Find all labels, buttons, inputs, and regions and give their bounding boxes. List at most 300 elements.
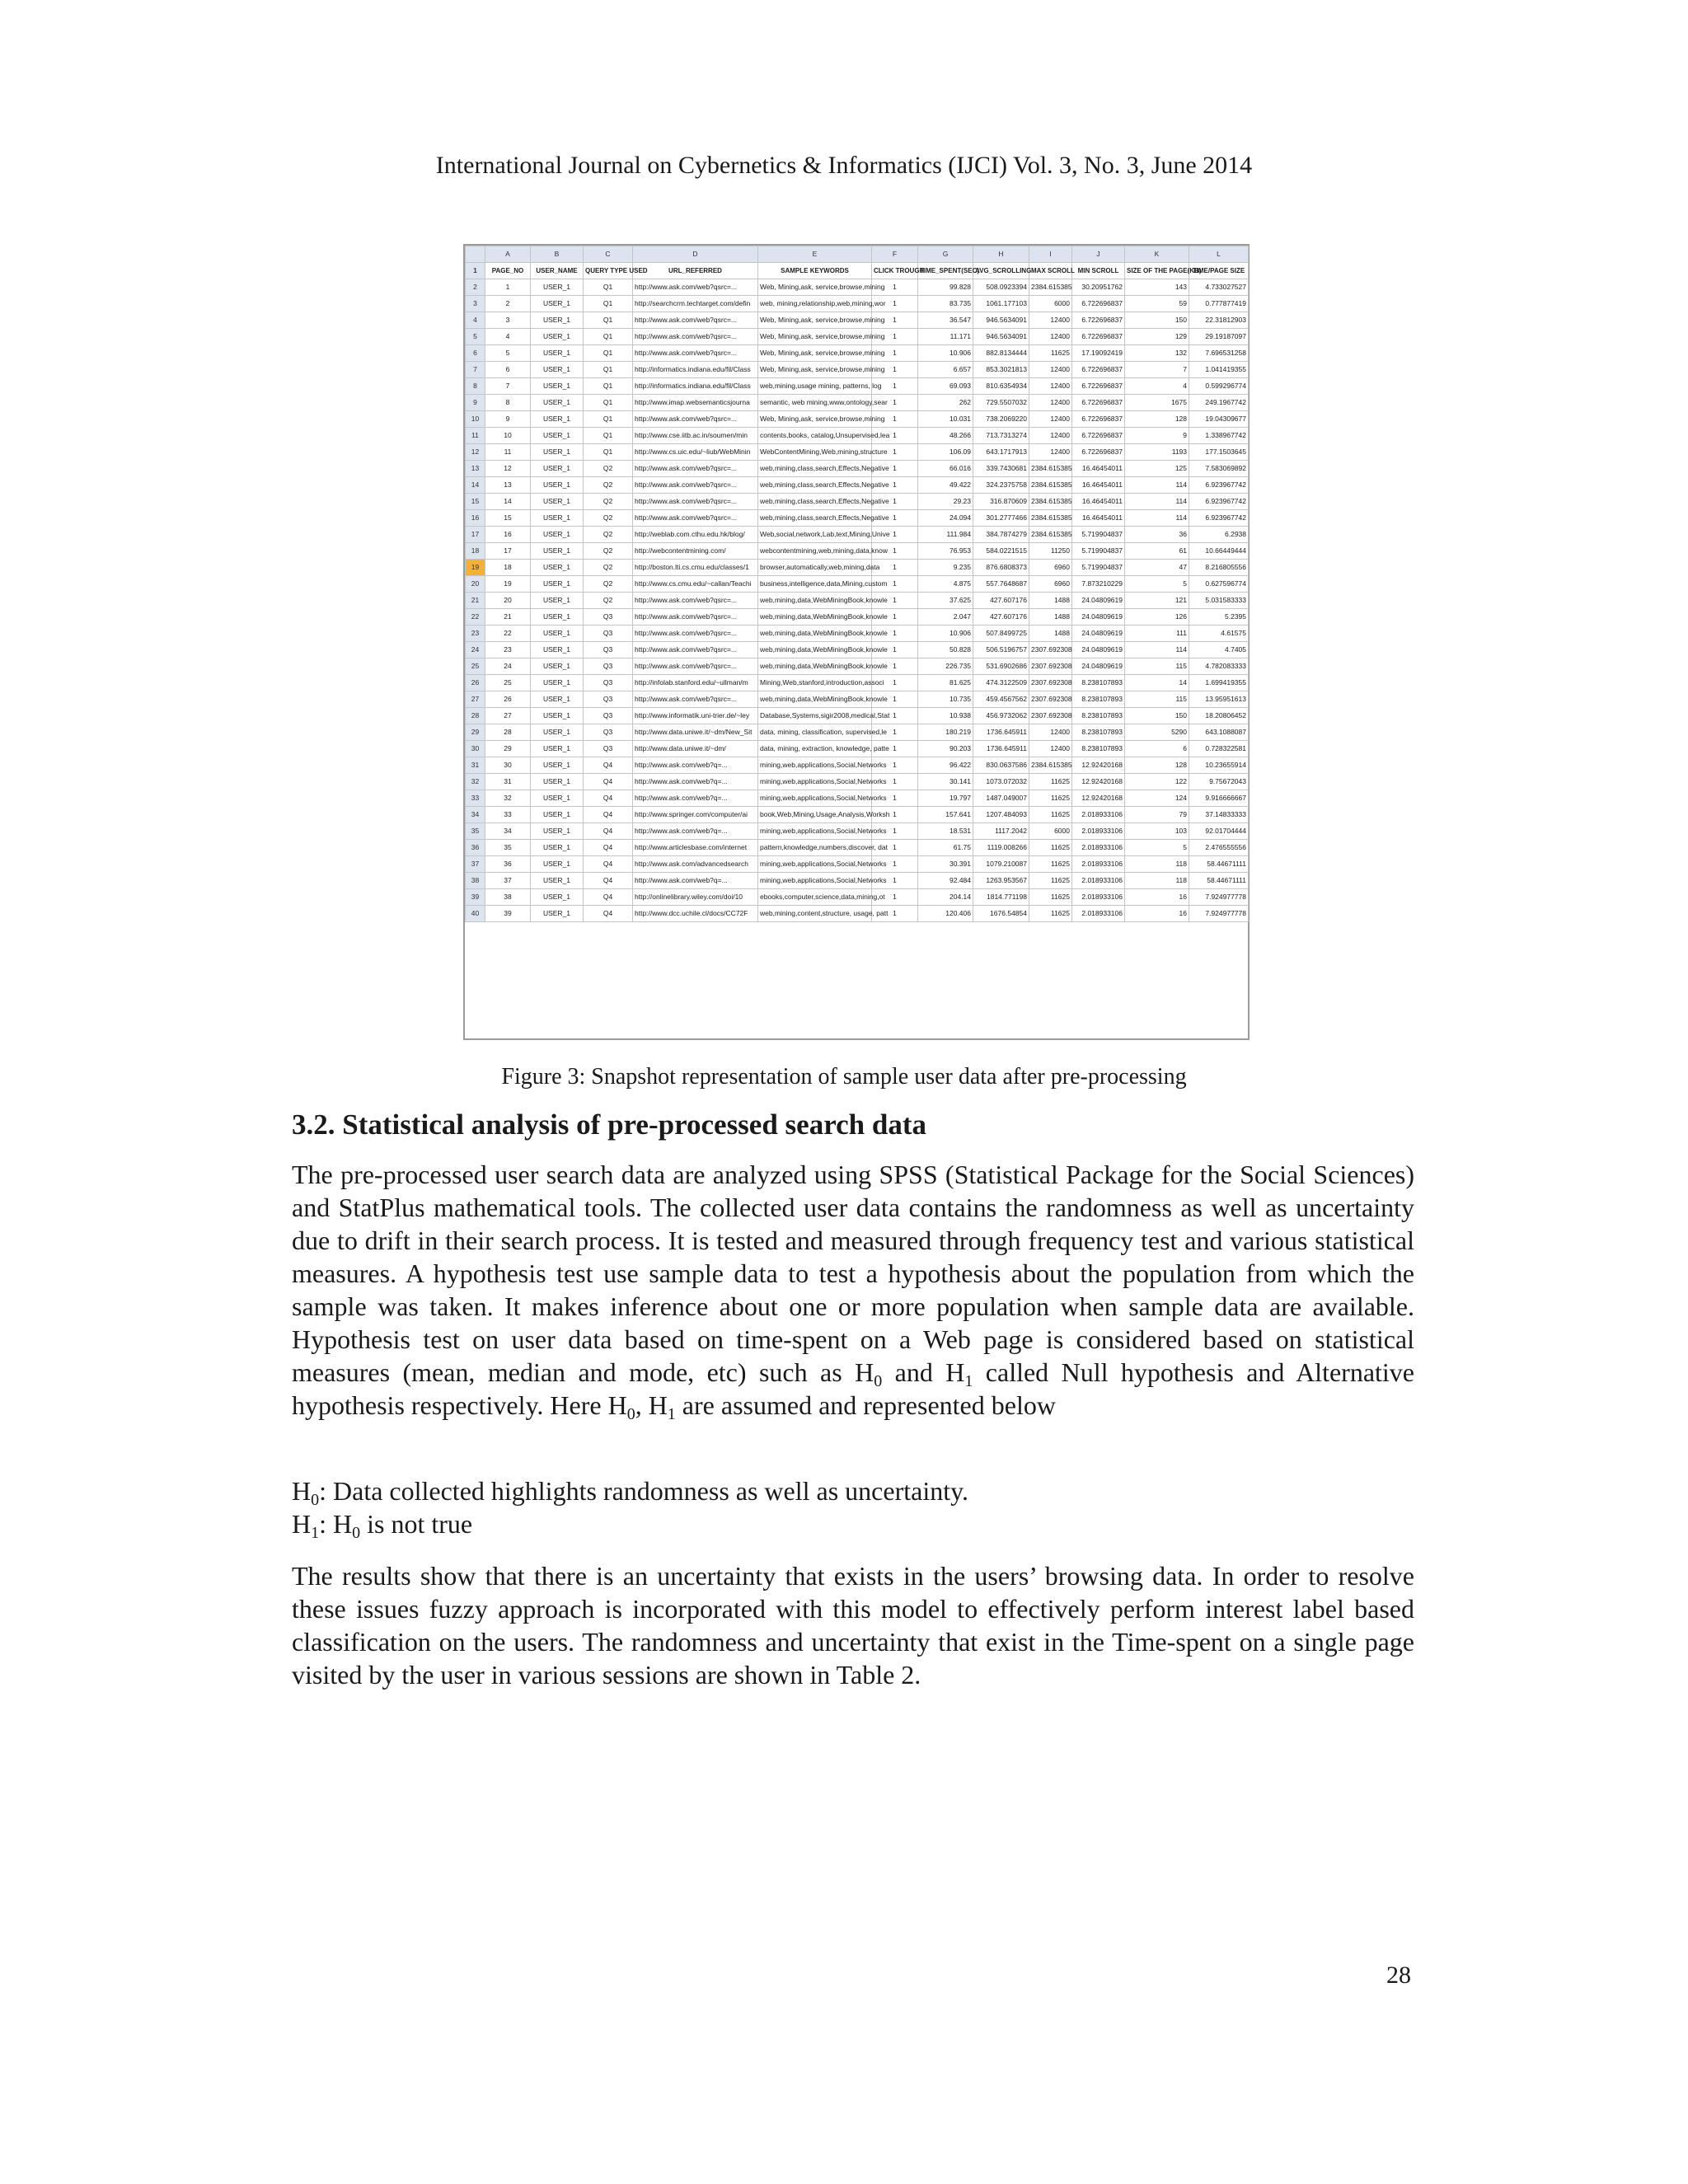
table-cell: 506.5196757	[973, 642, 1029, 658]
table-cell: http://www.ask.com/web?qsrc=...	[633, 329, 758, 345]
table-cell: 427.607176	[973, 609, 1029, 626]
table-cell: USER_1	[531, 658, 584, 675]
row-number: 37	[466, 856, 485, 873]
table-cell: 507.8499725	[973, 626, 1029, 642]
table-cell: http://searchcrm.techtarget.com/defin	[633, 296, 758, 312]
column-header: USER_NAME	[531, 263, 584, 279]
table-cell: 0.728322581	[1189, 741, 1249, 757]
table-cell: 226.735	[918, 658, 973, 675]
row-number: 16	[466, 510, 485, 527]
table-cell: USER_1	[531, 724, 584, 741]
table-cell: 810.6354934	[973, 378, 1029, 395]
table-cell: Q1	[584, 362, 633, 378]
table-cell: 122	[1125, 774, 1189, 790]
table-cell: 16	[485, 527, 531, 543]
table-cell: 6.722696837	[1072, 411, 1125, 428]
table-cell: http://www.ask.com/web?qsrc=...	[633, 593, 758, 609]
table-cell: USER_1	[531, 444, 584, 461]
table-cell: 10.031	[918, 411, 973, 428]
table-cell: 83.735	[918, 296, 973, 312]
table-cell: 11625	[1029, 840, 1072, 856]
table-cell: http://www.ask.com/web?qsrc=...	[633, 642, 758, 658]
table-cell: 11625	[1029, 790, 1072, 807]
row-number: 13	[466, 461, 485, 477]
table-cell: http://www.dcc.uchile.cl/docs/CC72F	[633, 906, 758, 922]
table-cell: 1	[872, 593, 918, 609]
row-number: 28	[466, 708, 485, 724]
table-cell: 1736.645911	[973, 724, 1029, 741]
table-cell: 30.391	[918, 856, 973, 873]
table-cell: 36	[485, 856, 531, 873]
table-cell: 10.938	[918, 708, 973, 724]
table-cell: 1487.049007	[973, 790, 1029, 807]
alternative-hypothesis: $H_1$: $H_0$ is not true	[292, 1509, 473, 1542]
table-cell: 1193	[1125, 444, 1189, 461]
table-cell: 16.46454011	[1072, 494, 1125, 510]
table-cell: 27	[485, 708, 531, 724]
table-cell: 882.8134444	[973, 345, 1029, 362]
table-cell: 24.04809619	[1072, 642, 1125, 658]
table-cell: USER_1	[531, 296, 584, 312]
row-number: 18	[466, 543, 485, 560]
table-cell: USER_1	[531, 840, 584, 856]
table-cell: USER_1	[531, 576, 584, 593]
row-number: 8	[466, 378, 485, 395]
column-letter: I	[1029, 246, 1072, 263]
table-cell: mining,web,applications,Social,Networks	[758, 873, 872, 889]
column-letter-row	[466, 246, 1249, 263]
table-cell: 5.031583333	[1189, 593, 1249, 609]
table-row	[466, 823, 1249, 840]
table-cell: 114	[1125, 510, 1189, 527]
table-cell: Q1	[584, 279, 633, 296]
row-number: 32	[466, 774, 485, 790]
table-row	[466, 312, 1249, 329]
table-cell: 10.906	[918, 626, 973, 642]
table-cell: web,mining,data,WebMiningBook,knowle	[758, 609, 872, 626]
null-hypothesis: $H_0$: Data collected highlights randomness as well as uncertainty.	[292, 1476, 969, 1509]
table-cell: 1	[872, 642, 918, 658]
table-cell: 2.018933106	[1072, 823, 1125, 840]
table-cell: 6.722696837	[1072, 329, 1125, 345]
table-cell: 1	[872, 609, 918, 626]
table-cell: 16.46454011	[1072, 510, 1125, 527]
table-cell: 118	[1125, 856, 1189, 873]
table-cell: Q4	[584, 807, 633, 823]
table-cell: 1	[872, 790, 918, 807]
table-cell: 157.641	[918, 807, 973, 823]
table-cell: web,mining,class,search,Effects,Negative	[758, 477, 872, 494]
row-number: 39	[466, 889, 485, 906]
table-cell: 11625	[1029, 345, 1072, 362]
table-cell: 76.953	[918, 543, 973, 560]
table-cell: 180.219	[918, 724, 973, 741]
table-cell: Q4	[584, 790, 633, 807]
table-cell: 1	[872, 477, 918, 494]
table-cell: Q1	[584, 378, 633, 395]
table-cell: http://www.ask.com/web?qsrc=...	[633, 477, 758, 494]
table-cell: 8.238107893	[1072, 708, 1125, 724]
table-cell: 1	[872, 840, 918, 856]
table-cell: 143	[1125, 279, 1189, 296]
table-cell: 316.870609	[973, 494, 1029, 510]
table-row	[466, 889, 1249, 906]
table-cell: 1	[872, 906, 918, 922]
table-cell: USER_1	[531, 823, 584, 840]
row-number: 2	[466, 279, 485, 296]
row-number: 34	[466, 807, 485, 823]
table-cell: http://www.ask.com/web?qsrc=...	[633, 691, 758, 708]
table-cell: 7.924977778	[1189, 889, 1249, 906]
table-cell: 1488	[1029, 609, 1072, 626]
table-row	[466, 279, 1249, 296]
table-cell: mining,web,applications,Social,Networks	[758, 774, 872, 790]
table-cell: 1488	[1029, 593, 1072, 609]
table-cell: 13	[485, 477, 531, 494]
table-cell: 5	[485, 345, 531, 362]
table-cell: 6.657	[918, 362, 973, 378]
table-cell: USER_1	[531, 609, 584, 626]
table-cell: 1079.210087	[973, 856, 1029, 873]
table-cell: 7	[1125, 362, 1189, 378]
table-cell: 47	[1125, 560, 1189, 576]
row-number: 7	[466, 362, 485, 378]
table-cell: 1073.072032	[973, 774, 1029, 790]
table-cell: http://onlinelibrary.wiley.com/doi/10	[633, 889, 758, 906]
table-cell: 1	[872, 312, 918, 329]
table-cell: 2.047	[918, 609, 973, 626]
table-cell: web,mining,usage mining, patterns, log	[758, 378, 872, 395]
column-letter: D	[633, 246, 758, 263]
table-cell: 4.733027527	[1189, 279, 1249, 296]
table-cell: 713.7313274	[973, 428, 1029, 444]
row-number: 1	[466, 263, 485, 279]
table-cell: Q4	[584, 889, 633, 906]
table-cell: 1	[872, 362, 918, 378]
row-number: 22	[466, 609, 485, 626]
table-cell: 1	[872, 345, 918, 362]
table-cell: 301.2777466	[973, 510, 1029, 527]
table-row	[466, 444, 1249, 461]
table-cell: USER_1	[531, 329, 584, 345]
column-header: MAX SCROLL	[1029, 263, 1072, 279]
table-row	[466, 411, 1249, 428]
table-row	[466, 296, 1249, 312]
table-cell: 124	[1125, 790, 1189, 807]
table-cell: http://boston.lti.cs.cmu.edu/classes/1	[633, 560, 758, 576]
paragraph-hypothesis-intro: The pre-processed user search data are analyzed using SPSS (Statistical Package for the Social Sciences) and StatPlus mathematical tools. The collected user data contains the randomness as well as uncertainty due to drift in their search process. It is tested and measured through frequency test and various statistical measures. A hypothesis test use sample data to test a hypothesis about the population from which the sample was taken. It makes inference about one or more population when sample data are available. Hypothesis test on user data based on time-spent on a Web page is considered based on statistical measures (mean, median and mode, etc) such as $H_0$ and $H_1$ called Null hypothesis and Alternative hypothesis respectively. Here $H_0$, $H_1$ are assumed and represented below	[292, 1160, 1415, 1423]
table-cell: Q2	[584, 461, 633, 477]
table-cell: http://www.ask.com/web?qsrc=...	[633, 658, 758, 675]
table-cell: 24.04809619	[1072, 658, 1125, 675]
table-cell: 7.696531258	[1189, 345, 1249, 362]
column-letter: K	[1125, 246, 1189, 263]
table-cell: 5.719904837	[1072, 543, 1125, 560]
table-cell: 118	[1125, 873, 1189, 889]
table-cell: 8.238107893	[1072, 724, 1125, 741]
table-cell: 12.92420168	[1072, 774, 1125, 790]
table-cell: 16	[1125, 906, 1189, 922]
table-cell: 1736.645911	[973, 741, 1029, 757]
table-row	[466, 840, 1249, 856]
table-cell: 1	[872, 724, 918, 741]
column-header: SIZE OF THE PAGE(KB)	[1125, 263, 1189, 279]
table-cell: 4	[1125, 378, 1189, 395]
table-cell: 24	[485, 658, 531, 675]
table-cell: 111.984	[918, 527, 973, 543]
table-cell: 1	[872, 856, 918, 873]
table-cell: USER_1	[531, 543, 584, 560]
table-cell: 1	[872, 576, 918, 593]
table-cell: 1676.54854	[973, 906, 1029, 922]
table-cell: 6.2938	[1189, 527, 1249, 543]
table-cell: WebContentMining,Web,mining,structure	[758, 444, 872, 461]
table-cell: 59	[1125, 296, 1189, 312]
table-cell: 2.018933106	[1072, 807, 1125, 823]
table-cell: 4.782083333	[1189, 658, 1249, 675]
table-cell: http://www.ask.com/web?q=...	[633, 757, 758, 774]
table-cell: USER_1	[531, 527, 584, 543]
table-cell: 7.583069892	[1189, 461, 1249, 477]
table-cell: 1	[872, 757, 918, 774]
table-cell: USER_1	[531, 378, 584, 395]
table-cell: 28	[485, 724, 531, 741]
table-row	[466, 724, 1249, 741]
table-cell: http://www.ask.com/web?qsrc=...	[633, 494, 758, 510]
table-cell: 24.094	[918, 510, 973, 527]
table-cell: 5.2395	[1189, 609, 1249, 626]
row-number: 27	[466, 691, 485, 708]
table-cell: 1	[872, 411, 918, 428]
table-cell: 1	[872, 444, 918, 461]
table-cell: USER_1	[531, 477, 584, 494]
table-cell: 4	[485, 329, 531, 345]
table-cell: 8	[485, 395, 531, 411]
table-cell: 39	[485, 906, 531, 922]
table-cell: Q2	[584, 510, 633, 527]
row-number: 35	[466, 823, 485, 840]
column-header: AVG_SCROLLING	[973, 263, 1029, 279]
table-cell: 0.777877419	[1189, 296, 1249, 312]
table-cell: web,mining,class,search,Effects,Negative	[758, 461, 872, 477]
table-cell: Q1	[584, 411, 633, 428]
table-cell: 6.722696837	[1072, 296, 1125, 312]
table-cell: 1.041419355	[1189, 362, 1249, 378]
table-cell: Q4	[584, 840, 633, 856]
table-cell: 177.1503645	[1189, 444, 1249, 461]
table-cell: 129	[1125, 329, 1189, 345]
row-number: 36	[466, 840, 485, 856]
table-cell: 2.018933106	[1072, 840, 1125, 856]
table-cell: 33	[485, 807, 531, 823]
table-cell: 12400	[1029, 411, 1072, 428]
table-cell: 1	[872, 889, 918, 906]
table-row	[466, 543, 1249, 560]
table-cell: 946.5634091	[973, 329, 1029, 345]
table-cell: 114	[1125, 477, 1189, 494]
table-cell: http://www.data.uniwe.it/~dm/	[633, 741, 758, 757]
table-cell: Q3	[584, 642, 633, 658]
table-cell: 2.476555556	[1189, 840, 1249, 856]
table-cell: 29	[485, 741, 531, 757]
row-number: 40	[466, 906, 485, 922]
table-cell: 18	[485, 560, 531, 576]
table-cell: 5.719904837	[1072, 560, 1125, 576]
table-cell: 2.018933106	[1072, 873, 1125, 889]
table-cell: 1	[872, 494, 918, 510]
table-cell: USER_1	[531, 873, 584, 889]
table-cell: USER_1	[531, 312, 584, 329]
row-number: 14	[466, 477, 485, 494]
table-cell: Q3	[584, 708, 633, 724]
table-cell: Web, Mining,ask, service,browse,mining	[758, 279, 872, 296]
table-cell: mining,web,applications,Social,Networks	[758, 790, 872, 807]
table-cell: 9.916666667	[1189, 790, 1249, 807]
table-cell: 643.1717913	[973, 444, 1029, 461]
table-cell: http://www.springer.com/computer/ai	[633, 807, 758, 823]
table-cell: Q2	[584, 477, 633, 494]
table-cell: 120.406	[918, 906, 973, 922]
table-cell: Q4	[584, 873, 633, 889]
table-cell: Q2	[584, 593, 633, 609]
table-cell: Q2	[584, 576, 633, 593]
table-cell: Web, Mining,ask, service,browse,mining	[758, 345, 872, 362]
table-cell: 339.7430681	[973, 461, 1029, 477]
row-number: 38	[466, 873, 485, 889]
table-cell: 2384.615385	[1029, 527, 1072, 543]
table-cell: 5	[1125, 840, 1189, 856]
table-cell: 1	[872, 461, 918, 477]
table-cell: 11625	[1029, 873, 1072, 889]
column-header: QUERY TYPE USED	[584, 263, 633, 279]
table-cell: 6.722696837	[1072, 312, 1125, 329]
table-cell: USER_1	[531, 593, 584, 609]
table-cell: 38	[485, 889, 531, 906]
table-cell: Q2	[584, 543, 633, 560]
table-cell: http://www.ask.com/web?qsrc=...	[633, 279, 758, 296]
table-row	[466, 691, 1249, 708]
row-number: 3	[466, 296, 485, 312]
table-cell: 2	[485, 296, 531, 312]
table-cell: 115	[1125, 691, 1189, 708]
table-cell: 29.23	[918, 494, 973, 510]
row-number: 29	[466, 724, 485, 741]
table-cell: 830.0637586	[973, 757, 1029, 774]
table-cell: Q1	[584, 345, 633, 362]
table-cell: 7	[485, 378, 531, 395]
table-cell: Q3	[584, 626, 633, 642]
table-cell: 1117.2042	[973, 823, 1029, 840]
table-row	[466, 708, 1249, 724]
table-cell: 1263.953567	[973, 873, 1029, 889]
column-header: TIME_SPENT(SEC)	[918, 263, 973, 279]
corner-cell	[466, 246, 485, 263]
table-cell: book,Web,Mining,Usage,Analysis,Worksh	[758, 807, 872, 823]
table-cell: 427.607176	[973, 593, 1029, 609]
table-cell: 3	[485, 312, 531, 329]
table-cell: USER_1	[531, 790, 584, 807]
table-cell: 22	[485, 626, 531, 642]
row-number: 11	[466, 428, 485, 444]
table-cell: http://www.ask.com/web?qsrc=...	[633, 411, 758, 428]
table-cell: http://www.ask.com/web?q=...	[633, 790, 758, 807]
table-cell: web,mining,data,WebMiningBook,knowle	[758, 593, 872, 609]
table-cell: 2307.692308	[1029, 642, 1072, 658]
table-cell: 7.924977778	[1189, 906, 1249, 922]
table-cell: 12400	[1029, 378, 1072, 395]
table-cell: 66.016	[918, 461, 973, 477]
header-row	[466, 263, 1249, 279]
table-cell: 12400	[1029, 444, 1072, 461]
table-cell: 946.5634091	[973, 312, 1029, 329]
table-cell: Q4	[584, 757, 633, 774]
table-cell: 20	[485, 593, 531, 609]
table-cell: 2384.615385	[1029, 757, 1072, 774]
table-cell: web,mining,class,search,Effects,Negative	[758, 510, 872, 527]
column-letter: E	[758, 246, 872, 263]
table-cell: USER_1	[531, 411, 584, 428]
row-number: 26	[466, 675, 485, 691]
table-cell: USER_1	[531, 560, 584, 576]
table-cell: USER_1	[531, 395, 584, 411]
table-cell: 12400	[1029, 362, 1072, 378]
table-cell: Q2	[584, 560, 633, 576]
table-cell: 1	[872, 873, 918, 889]
table-cell: 5290	[1125, 724, 1189, 741]
table-cell: http://www.ask.com/web?qsrc=...	[633, 609, 758, 626]
table-cell: 6.722696837	[1072, 378, 1125, 395]
table-cell: 1	[872, 658, 918, 675]
table-cell: 1	[872, 708, 918, 724]
table-cell: 6000	[1029, 296, 1072, 312]
table-row	[466, 428, 1249, 444]
table-cell: 37	[485, 873, 531, 889]
table-row	[466, 741, 1249, 757]
figure-caption: Figure 3: Snapshot representation of sample user data after pre-processing	[501, 1064, 1187, 1090]
table-cell: 5.719904837	[1072, 527, 1125, 543]
table-cell: USER_1	[531, 494, 584, 510]
table-cell: http://www.ask.com/web?qsrc=...	[633, 626, 758, 642]
row-number: 33	[466, 790, 485, 807]
column-header: URL_REFERRED	[633, 263, 758, 279]
table-cell: 1	[872, 626, 918, 642]
table-cell: browser,automatically,web,mining,data	[758, 560, 872, 576]
table-cell: 12400	[1029, 312, 1072, 329]
table-cell: contents,books, catalog,Unsupervised,lea	[758, 428, 872, 444]
table-cell: 90.203	[918, 741, 973, 757]
table-cell: 21	[485, 609, 531, 626]
spreadsheet-table	[465, 246, 1249, 922]
table-cell: 2.018933106	[1072, 856, 1125, 873]
table-row	[466, 345, 1249, 362]
table-cell: 2307.692308	[1029, 658, 1072, 675]
table-cell: http://www.cs.uic.edu/~liub/WebMinin	[633, 444, 758, 461]
table-cell: http://www.cs.cmu.edu/~callan/Teachi	[633, 576, 758, 593]
table-cell: 0.627596774	[1189, 576, 1249, 593]
table-cell: 6.923967742	[1189, 477, 1249, 494]
table-cell: 10.66449444	[1189, 543, 1249, 560]
table-cell: Q3	[584, 691, 633, 708]
table-cell: 1	[872, 741, 918, 757]
table-row	[466, 675, 1249, 691]
table-row	[466, 362, 1249, 378]
table-row	[466, 873, 1249, 889]
row-number: 24	[466, 642, 485, 658]
table-cell: 1	[872, 823, 918, 840]
table-cell: 2307.692308	[1029, 708, 1072, 724]
table-cell: USER_1	[531, 362, 584, 378]
table-cell: web,mining,content,structure, usage, patt	[758, 906, 872, 922]
